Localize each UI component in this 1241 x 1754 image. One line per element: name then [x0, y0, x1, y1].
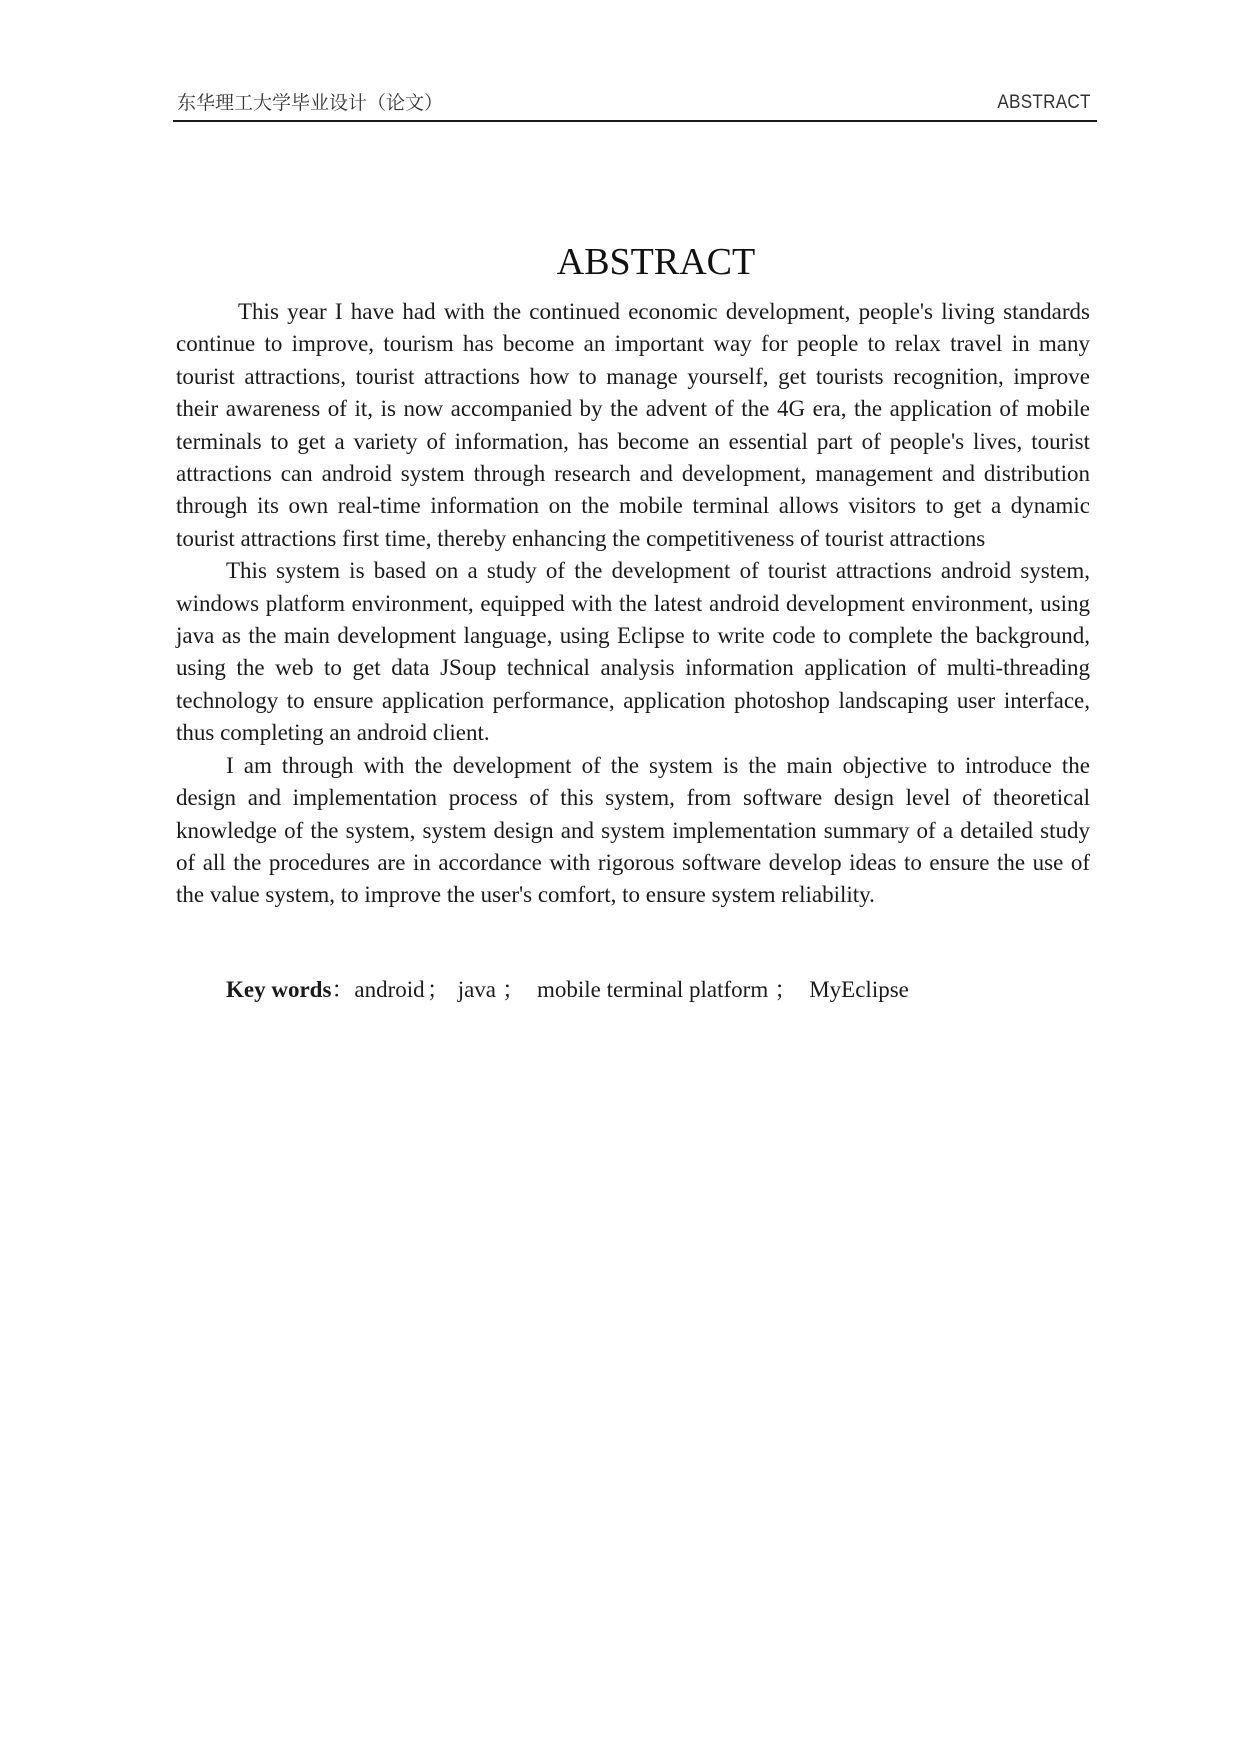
keywords-label: Key words [226, 977, 332, 1002]
header-university-title: 东华理工大学毕业设计（论文） [177, 92, 444, 114]
running-header [173, 90, 1097, 122]
keyword-item: mobile terminal platform [537, 977, 769, 1002]
keyword-item: java [457, 977, 496, 1002]
abstract-paragraph: I am through with the development of the system is the main objective to introduce the design and implementation process of this system, from software design level of theoretical knowledge of the system, system design and system implementation summary of a detailed study of all the procedures are in accordance with rigorous software develop ideas to ensure the use of the value system, to improve the user's comfort, to ensure system reliability. [176, 752, 1090, 908]
abstract-paragraph: This system is based on a study of the development of tourist attractions android system, windows platform environment, equipped with the latest android development environment, using java as the main development language, using Eclipse to write code to complete the background, using the web to get data JSoup technical analysis information application of multi-threading technology to ensure application performance, application photoshop landscaping user interface, thus completing an android client. [176, 558, 1090, 746]
abstract-title: ABSTRACT [556, 241, 756, 283]
keyword-separator: ； [774, 977, 798, 1002]
keywords-colon: ： [331, 977, 355, 1002]
abstract-paragraph: This year I have had with the continued economic development, people's living standards continue to improve, tourism has become an important way for people to relax travel in many tourist attractions, tourist attractions how to manage yourself, get tourists recognition, improve their awareness of it, is now accompanied by the advent of the 4G era, the application of mobile terminals to get a variety of information, has become an essential part of people's lives, tourist attractions can android system through research and development, management and distribution through its own real-time information on the mobile terminal allows visitors to get a dynamic tourist attractions first time, thereby enhancing the competitiveness of tourist attractions [176, 299, 1090, 551]
header-section-title: ABSTRACT [997, 92, 1091, 113]
keyword-item: android [354, 977, 425, 1002]
keywords-line [226, 974, 909, 1006]
keyword-separator: ； [426, 977, 450, 1002]
keyword-separator: ； [502, 977, 525, 1002]
abstract-body [176, 296, 1090, 912]
keyword-item: MyEclipse [809, 977, 909, 1002]
